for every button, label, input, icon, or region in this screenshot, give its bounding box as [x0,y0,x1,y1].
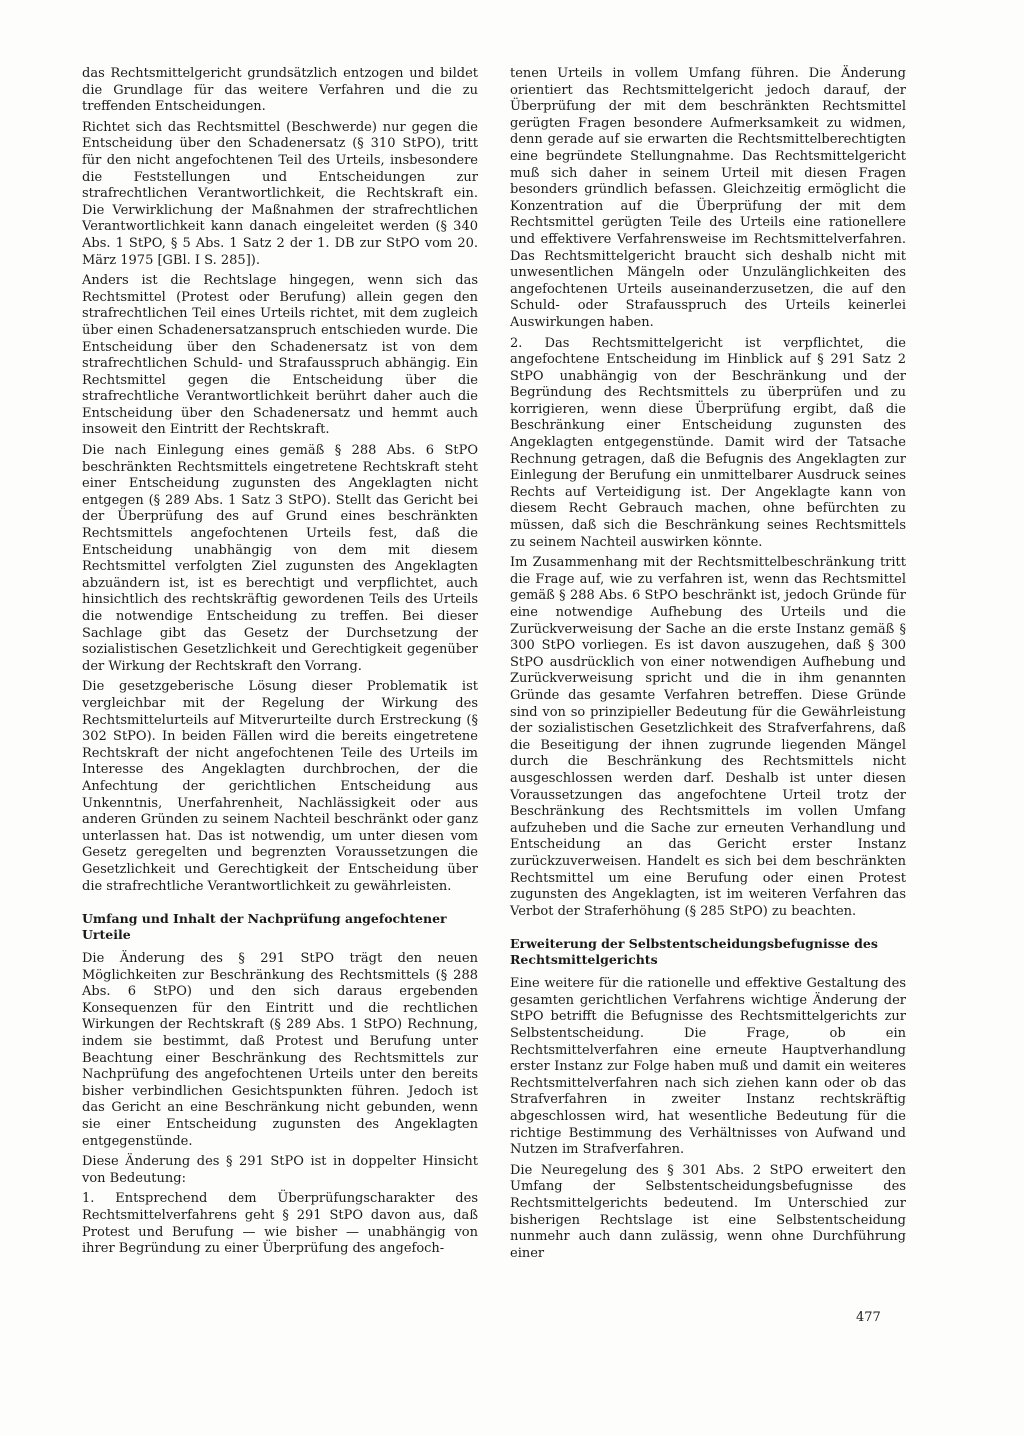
left-paragraph-4: Die nach Einlegung eines gemäß § 288 Abs. 6 StPO beschränkten Rechtsmittels eingetretene Rechtskraft steht einer Entscheidung zugunsten des Angeklagten nicht entgegen (§ 289 Abs. 1 Satz 3 StPO). Stellt das Gericht bei der Überprüfung des auf Grund eines beschränkten Rechtsmittels angefochtenen Urteils fest, daß die Entscheidung unabhängig von dem mit diesem Rechtsmittel verfolgten Ziel zugunsten des Angeklagten abzuändern ist, ist es berechtigt und verpflichtet, auch hinsichtlich des rechtskräftig gewordenen Teils des Urteils die notwendige Entscheidung zu treffen. Bei dieser Sachlage gibt das Gesetz der Durchsetzung der sozialistischen Gesetzlichkeit und Gerechtigkeit gegenüber der Wirkung der Rechtskraft den Vorrang. [82,443,478,674]
right-paragraph-5: Die Neuregelung des § 301 Abs. 2 StPO erweitert den Umfang der Selbstentscheidungsbefugnisse des Rechtsmittelgerichts bedeutend. Im Unterschied zur bisherigen Rechtslage ist eine Selbstentscheidung nunmehr auch dann zulässig, wenn ohne Durchführung einer [510,1162,906,1261]
left-paragraph-8: 1. Entsprechend dem Überprüfungscharakter des Rechtsmittelverfahrens geht § 291 StPO davon aus, daß Protest und Berufung — wie bisher — unabhängig von ihrer Begründung zu einer Überprüfung des angefoch- [82,1191,478,1257]
right-paragraph-1: tenen Urteils in vollem Umfang führen. Die Änderung orientiert das Rechtsmittelgericht jedoch darauf, der Überprüfung der mit dem beschränkten Rechtsmittel gerügten Fragen besondere Aufmerksamkeit zu widmen, denn gerade auf sie erwarten die Rechtsmittelberechtigten eine begründete Stellungnahme. Das Rechtsmittelgericht muß sich daher in seinem Urteil mit diesen Fragen besonders gründlich befassen. Gleichzeitig ermöglicht die Konzentration auf die Überprüfung der mit dem Rechtsmittel gerügten Teile des Urteils eine rationellere und effektivere Verfahrensweise im Rechtsmittelverfahren. Das Rechtsmittelgericht braucht sich deshalb nicht mit unwesentlichen Mängeln oder Unzulänglichkeiten des angefochtenen Urteils auseinanderzusetzen, die auf den Schuld- oder Strafausspruch des Urteils keinerlei Auswirkungen haben. [510,66,906,330]
right-column [510,66,906,1266]
section-heading-nachpruefung: Umfang und Inhalt der Nachprüfung angefochtener Urteile [82,911,447,943]
left-column [82,66,478,1262]
left-paragraph-5: Die gesetzgeberische Lösung dieser Problematik ist vergleichbar mit der Regelung der Wirkung des Rechtsmittelurteils auf Mitverurteilte durch Erstreckung (§ 302 StPO). In beiden Fällen wird die bereits eingetretene Rechtskraft der nicht angefochtenen Teile des Urteils im Interesse des Angeklagten durchbrochen, der die Anfechtung der gerichtlichen Entscheidung aus Unkenntnis, Unerfahrenheit, Nachlässigkeit oder aus anderen Gründen zu seinem Nachteil beschränkt oder ganz unterlassen hat. Das ist notwendig, um unter diesen vom Gesetz geregelten und begrenzten Voraussetzungen die Gesetzlichkeit und Gerechtigkeit der Entscheidung über die strafrechtliche Verantwortlichkeit zu gewährleisten. [82,679,478,894]
left-paragraph-1: das Rechtsmittelgericht grundsätzlich entzogen und bildet die Grundlage für das weitere Verfahren und die zu treffenden Entscheidungen. [82,66,478,115]
left-paragraph-3: Anders ist die Rechtslage hingegen, wenn sich das Rechtsmittel (Protest oder Berufung) allein gegen den strafrechtlichen Teil eines Urteils richtet, mit dem zugleich über einen Schadenersatzanspruch entschieden wurde. Die Entscheidung über den Schadenersatz ist von dem strafrechtlichen Schuld- und Strafausspruch abhängig. Ein Rechtsmittel gegen die Entscheidung über die strafrechtliche Verantwortlichkeit berührt daher auch die Entscheidung über den Schadenersatz und hemmt auch insoweit den Eintritt der Rechtskraft. [82,273,478,438]
right-paragraph-4: Eine weitere für die rationelle und effektive Gestaltung des gesamten gerichtlichen Verfahrens wichtige Änderung der StPO betrifft die Befugnisse des Rechtsmittelgerichts zur Selbstentscheidung. Die Frage, ob ein Rechtsmittelverfahren eine erneute Hauptverhandlung erster Instanz zur Folge haben muß und damit ein weiteres Rechtsmittelverfahren nach sich ziehen kann oder ob das Strafverfahren in zweiter Instanz rechtskräftig abgeschlossen wird, hat wesentliche Bedeutung für die richtige Bestimmung des Verhältnisses von Aufwand und Nutzen im Strafverfahren. [510,976,906,1158]
page-number: 477 [856,1310,881,1325]
right-paragraph-2: 2. Das Rechtsmittelgericht ist verpflichtet, die angefochtene Entscheidung im Hinblick auf § 291 Satz 2 StPO unabhängig von der Beschränkung und der Begründung des Rechtsmittels zu überprüfen und zu korrigieren, wenn diese Überprüfung ergibt, daß die Beschränkung einer Entscheidung zugunsten des Angeklagten entgegenstünde. Damit wird der Tatsache Rechnung getragen, daß die Befugnis des Angeklagten zur Einlegung der Berufung ein unmittelbarer Ausdruck seines Rechts auf Verteidigung ist. Der Angeklagte kann von diesem Recht Gebrauch machen, ohne befürchten zu müssen, daß sich die Beschränkung seines Rechtsmittels zu seinem Nachteil auswirken könnte. [510,335,906,550]
left-paragraph-7: Diese Änderung des § 291 StPO ist in doppelter Hinsicht von Bedeutung: [82,1154,478,1186]
section-heading-selbstentscheidung: Erweiterung der Selbstentscheidungsbefugnisse des Rechtsmittelgerichts [510,936,878,968]
right-paragraph-3: Im Zusammenhang mit der Rechtsmittelbeschränkung tritt die Frage auf, wie zu verfahren ist, wenn das Rechtsmittel gemäß § 288 Abs. 6 StPO beschränkt ist, jedoch Gründe für eine notwendige Aufhebung des Urteils und die Zurückverweisung der Sache an die erste Instanz gemäß § 300 StPO vorliegen. Es ist davon auszugehen, daß § 300 StPO ausdrücklich von einer notwendigen Aufhebung und Zurückverweisung spricht und die in ihm genannten Gründe das gesamte Verfahren betreffen. Diese Gründe sind von so prinzipieller Bedeutung für die Gewährleistung der sozialistischen Gesetzlichkeit des Strafverfahrens, daß die Beseitigung der ihnen zugrunde liegenden Mängel durch die Beschränkung des Rechtsmittels nicht ausgeschlossen werden darf. Deshalb ist unter diesen Voraussetzungen das angefochtene Urteil trotz der Beschränkung des Rechtsmittels im vollen Umfang aufzuheben und die Sache zur erneuten Verhandlung und Entscheidung an das Gericht erster Instanz zurückzuverweisen. Handelt es sich bei dem beschränkten Rechtsmittel um eine Berufung oder einen Protest zugunsten des Angeklagten, ist im weiteren Verfahren das Verbot der Straferhöhung (§ 285 StPO) zu beachten. [510,555,906,919]
left-paragraph-2: Richtet sich das Rechtsmittel (Beschwerde) nur gegen die Entscheidung über den Schadenersatz (§ 310 StPO), tritt für den nicht angefochtenen Teil des Urteils, insbesondere die Feststellungen und Entscheidungen zur strafrechtlichen Verantwortlichkeit, die Rechtskraft ein. Die Verwirklichung der Maßnahmen der strafrechtlichen Verantwortlichkeit kann danach eingeleitet werden (§ 340 Abs. 1 StPO, § 5 Abs. 1 Satz 2 der 1. DB zur StPO vom 20. März 1975 [GBl. I S. 285]). [82,119,478,268]
left-paragraph-6: Die Änderung des § 291 StPO trägt den neuen Möglichkeiten zur Beschränkung des Rechtsmittels (§ 288 Abs. 6 StPO) und den sich daraus ergebenden Konsequenzen für den Eintritt und die rechtlichen Wirkungen der Rechtskraft (§ 289 Abs. 1 StPO) Rechnung, indem sie bestimmt, daß Protest und Berufung unter Beachtung einer Beschränkung des Rechtsmittels zur Nachprüfung des angefochtenen Urteils unter den bereits bisher verbindlichen Gesichtspunkten führen. Jedoch ist das Gericht an eine Beschränkung nicht gebunden, wenn sie einer Entscheidung zugunsten des Angeklagten entgegenstünde. [82,951,478,1149]
